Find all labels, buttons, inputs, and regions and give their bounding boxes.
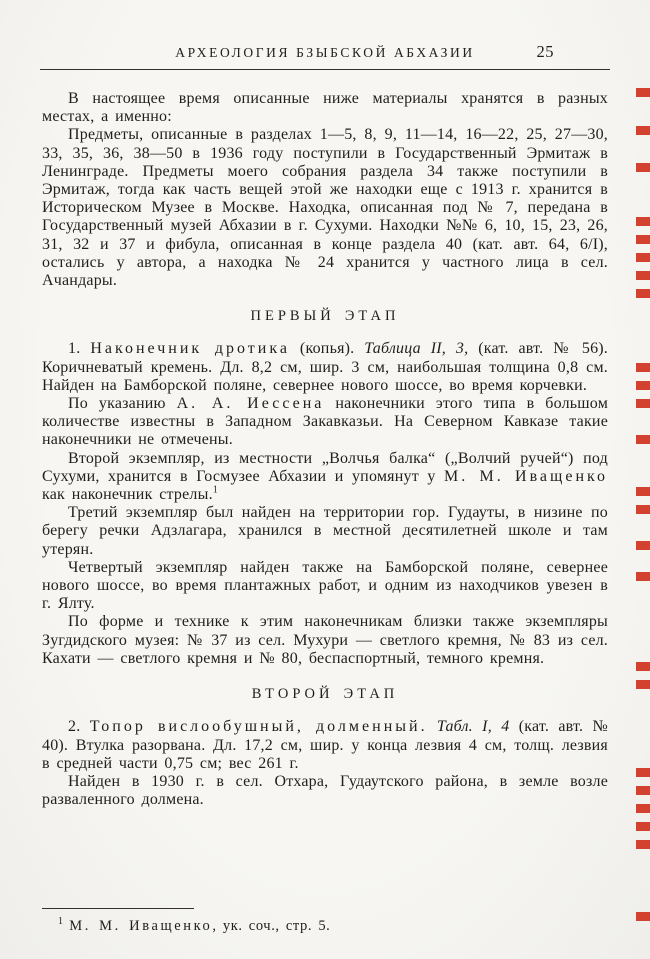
annotation-mark: [636, 126, 650, 135]
second-specimen-pre: Второй экземпляр, из местности „Волчья балка“ („Волчий ручей“) под Сухуми, хранится в Госмузее Абхазии и упомянут у: [42, 449, 608, 485]
page-header: [0, 0, 650, 62]
second-specimen-post: как наконечник стрелы.: [42, 486, 213, 504]
annotation-mark: [636, 163, 650, 172]
item-1-name: Наконечник дротика: [90, 340, 290, 358]
annotation-mark: [636, 235, 650, 244]
annotation-mark: [636, 822, 650, 831]
footnote-author: М. М. Иващенко: [69, 918, 213, 934]
item-2-separator: [428, 718, 437, 735]
heading-stage-1: ПЕРВЫЙ ЭТАП: [250, 308, 400, 325]
item-2-number: 2.: [68, 718, 90, 736]
annotation-mark: [636, 572, 650, 581]
annotation-mark: [636, 435, 650, 444]
annotation-mark: [636, 505, 650, 514]
item-1-description: (кат. авт. № 56). Коричневатый кремень. Дл. 8,2 см, шир. 3 см, наибольшая толщина 0,8 см. Найден на Бамборской поляне, севернее нового шоссе, во время корчевки.: [42, 340, 608, 394]
paragraph-find-location: Найден в 1930 г. в сел. Отхара, Гудаутского района, в земле возле разваленного долмена.: [42, 772, 608, 809]
item-2-name: Топор вислообушный, долменный.: [89, 718, 428, 736]
item-2-table-ref: Табл. I, 4: [436, 718, 510, 736]
paragraph-fourth-specimen: Четвертый экземпляр найден также на Бамборской поляне, севернее нового шоссе, во время плантажных работ, и одним из находчиков увезен в г. Ялту.: [42, 558, 608, 613]
heading-stage-2: ВТОРОЙ ЭТАП: [251, 686, 399, 703]
item-2-description: (кат. авт. № 40). Втулка разорвана. Дл. 17,2 см, шир. у конца лезвия 4 см, толщ. лезвия в средней части 0,75 см; вес 261 г.: [42, 718, 609, 772]
annotation-mark: [636, 786, 650, 795]
ivashchenko-name: М. М. Иващенко: [444, 467, 608, 485]
page-number: 25: [536, 42, 554, 61]
running-title: АРХЕОЛОГИЯ БЗЫБСКОЙ АБХАЗИИ: [175, 45, 475, 60]
annotation-mark: [636, 88, 650, 97]
paragraph-item-2: [42, 718, 608, 773]
footnote-marker: 1: [58, 916, 63, 928]
annotation-mark: [636, 487, 650, 496]
annotation-mark: [636, 289, 650, 298]
annotation-mark: [636, 363, 650, 372]
paragraph-second-specimen: [42, 450, 608, 505]
annotation-mark: [636, 768, 650, 777]
annotation-mark: [636, 912, 650, 921]
item-1-table-ref: Таблица II, 3,: [364, 340, 469, 358]
iessen-pre: По указанию: [68, 395, 177, 413]
item-1-type: (копья).: [290, 340, 365, 358]
iessen-name: А. А. Иессена: [176, 395, 325, 413]
annotation-mark: [636, 804, 650, 813]
footnote-source: , ук. соч., стр. 5.: [212, 918, 331, 934]
paragraph-collections: Предметы, описанные в разделах 1—5, 8, 9, 11—14, 16—22, 25, 27—30, 33, 35, 36, 38—50 в 1936 году поступили в Государственный Эрмитаж в Ленинграде. Предметы моего собрания раздела 34 также поступили в Эрмитаж, тогда как часть вещей этой же находки еще с 1913 г. хранится в Историческом Музее в Москве. Находка, описанная под № 7, передана в Государственный музей Абхазии в г. Сухуми. Находки №№ 6, 10, 15, 23, 26, 31, 32 и 37 и фибула, описанная в конце раздела 40 (кат. авт. 64, 6/I), остались у автора, а находка № 24 хранится у частного лица в сел. Ачандары.: [42, 126, 608, 290]
annotation-mark: [636, 399, 650, 408]
text-block: [42, 90, 608, 809]
paragraph-intro: В настоящее время описанные ниже материалы хранятся в разных местах, а именно:: [42, 90, 608, 126]
footnote-area: [42, 908, 608, 935]
footnote-reference: 1: [212, 484, 218, 496]
footnote-text: [42, 918, 608, 935]
annotation-mark: [636, 541, 650, 550]
item-1-number: 1.: [68, 340, 91, 358]
annotation-mark: [636, 381, 650, 390]
paragraph-zugdidi-museum: По форме и технике к этим наконечникам близки также экземпляры Зугдидского музея: № 37 из сел. Мухури — светлого кремня, № 83 из сел. Кахати — светлого кремня и № 80, беспаспортный, темного кремня.: [42, 613, 608, 667]
paragraph-item-1: [42, 340, 608, 395]
annotation-mark: [636, 271, 650, 280]
footnote-rule: [42, 908, 194, 909]
annotation-mark: [636, 680, 650, 689]
iessen-post: наконечники этого типа в большом количестве известны в Западном Закавказьи. На Северном Кавказе такие наконечники не отмечены.: [42, 395, 609, 449]
annotation-mark: [636, 253, 650, 262]
annotation-mark: [636, 840, 650, 849]
paragraph-iessen: [42, 395, 608, 450]
paragraph-third-specimen: Третий экземпляр был найден на территории гор. Гудауты, в низине по берегу речки Адзлагара, хранился в местной десятилетней школе и там утерян.: [42, 504, 608, 558]
annotation-mark: [636, 217, 650, 226]
header-rule: [40, 69, 610, 70]
annotation-mark: [636, 662, 650, 671]
